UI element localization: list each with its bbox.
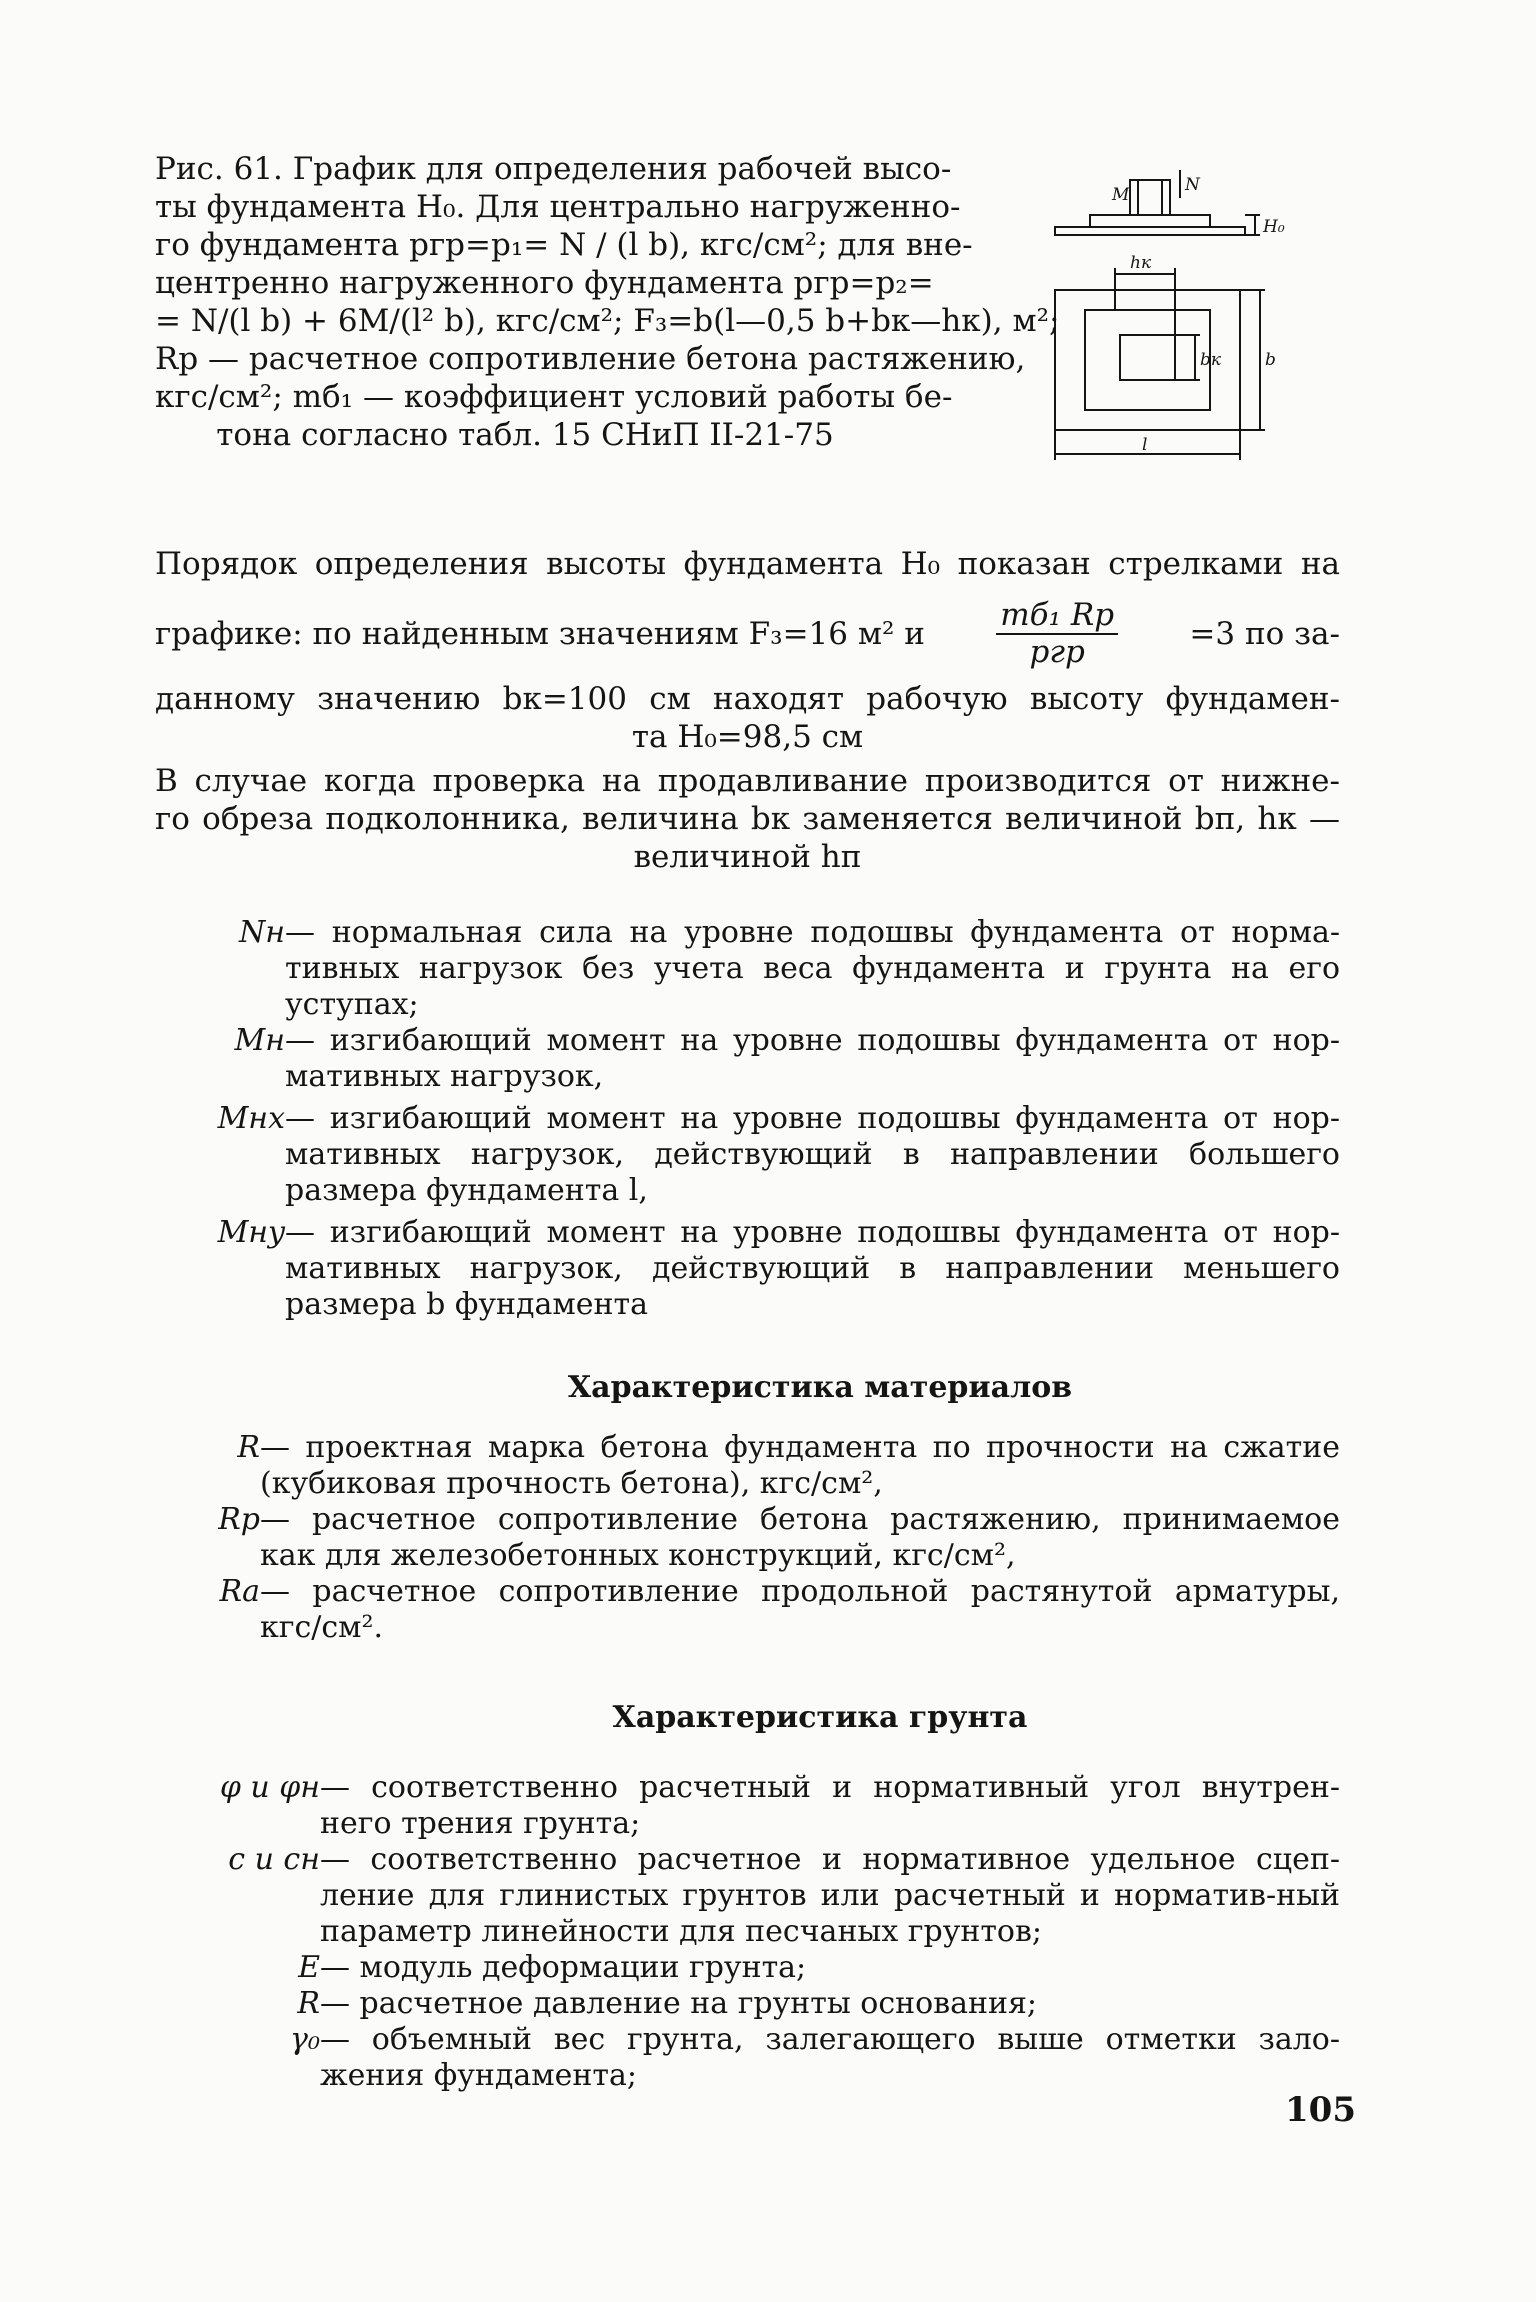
label-bk: bк <box>1200 350 1222 370</box>
definition-row <box>190 1101 1340 1209</box>
definition-row <box>170 1986 1340 2022</box>
definition-row <box>190 1215 1340 1323</box>
heading-soil: Характеристика грунта <box>612 1700 1028 1735</box>
definition-term: c и cн <box>228 1842 320 1877</box>
label-l: l <box>1142 435 1148 455</box>
foundation-sketch <box>1050 170 1285 470</box>
definition-term: Mнx <box>217 1101 285 1136</box>
definition-term: R <box>237 1430 260 1465</box>
caption-line: го фундамента pгр=p₁= N / (l b), кгс/см²; для вне- <box>155 227 973 263</box>
fraction-numerator: mб₁ Rр <box>996 600 1118 635</box>
caption-line: ты фундамента H₀. Для центрально нагруженно- <box>155 189 961 225</box>
label-M: M <box>1112 185 1130 205</box>
caption-line: Rр — расчетное сопротивление бетона растяжению, <box>155 341 1026 377</box>
note-line-3: величиной hп <box>633 839 862 875</box>
definition-row <box>170 2022 1340 2094</box>
definition-row <box>170 1842 1340 1950</box>
definition-text: — соответственно расчетное и нормативное удельное сцеп-ление для глинистых грунтов или расчетный и норматив-ный параметр линейности для песчаных грунтов; <box>320 1842 1340 1949</box>
note-line-2: го обреза подколонника, величина bк заменяется величиной bп, hк — <box>155 801 1340 837</box>
procedure-line-2 <box>155 597 1340 670</box>
caption-line: кгс/см²; mб₁ — коэффициент условий работы бе- <box>155 379 953 415</box>
definition-term: R <box>297 1986 320 2021</box>
definition-row <box>170 1770 1340 1842</box>
pedestal-plan <box>1085 310 1210 410</box>
load-definitions <box>190 915 1340 1323</box>
definition-text: — изгибающий момент на уровне подошвы фундамента от нор-мативных нагрузок, действующий в направлении меньшего размера b фундамента <box>285 1215 1340 1322</box>
definition-row <box>190 1023 1340 1095</box>
procedure-line-4: та H₀=98,5 см <box>631 719 864 755</box>
definition-text: — модуль деформации грунта; <box>320 1950 807 1985</box>
definition-row <box>190 1430 1340 1502</box>
definition-text: — расчетное давление на грунты основания; <box>320 1986 1038 2021</box>
procedure-text-b: =3 по за- <box>1189 616 1340 652</box>
pedestal-elevation <box>1090 215 1210 227</box>
definition-term: Rр <box>218 1502 260 1537</box>
label-b: b <box>1265 350 1276 370</box>
column-plan <box>1120 335 1175 380</box>
definition-term: E <box>298 1950 320 1985</box>
definition-row <box>190 1502 1340 1574</box>
procedure-line-1: Порядок определения высоты фундамента H₀ показан стрелками на <box>155 546 1340 582</box>
soil-definitions <box>170 1770 1340 2094</box>
procedure-text-a: графике: по найденным значениям F₃=16 м² и <box>155 616 925 652</box>
definition-term: Mнy <box>217 1215 285 1250</box>
caption-line: = N/(l b) + 6M/(l² b), кгс/см²; F₃=b(l—0,5 b+bк—hк), м²; <box>155 303 1060 339</box>
definition-row <box>170 1950 1340 1986</box>
caption-line: тона согласно табл. 15 СНиП II-21-75 <box>216 417 834 453</box>
definition-text: — расчетное сопротивление продольной растянутой арматуры, кгс/см². <box>260 1574 1340 1645</box>
definition-term: γ₀ <box>290 2022 320 2057</box>
definition-text: — нормальная сила на уровне подошвы фундамента от норма-тивных нагрузок без учета веса фундамента и грунта на его уступах; <box>285 915 1340 1022</box>
heading-materials: Характеристика материалов <box>567 1370 1073 1405</box>
material-definitions <box>190 1430 1340 1646</box>
definition-term: Nн <box>238 915 285 950</box>
caption-line: Рис. 61. График для определения рабочей высо- <box>155 151 952 187</box>
definition-text: — проектная марка бетона фундамента по прочности на сжатие (кубиковая прочность бетона), кгс/см², <box>260 1430 1340 1501</box>
page-number: 105 <box>1285 2090 1356 2130</box>
definition-term: φ и φн <box>219 1770 320 1805</box>
definition-text: — изгибающий момент на уровне подошвы фундамента от нор-мативных нагрузок, <box>285 1023 1340 1094</box>
label-H0: H₀ <box>1263 217 1285 237</box>
footing-elevation <box>1055 227 1245 235</box>
definition-term: Rа <box>219 1574 260 1609</box>
figure-caption <box>155 150 1060 454</box>
label-N: N <box>1185 175 1200 195</box>
fraction-denominator: pгр <box>1029 634 1085 670</box>
definition-row <box>190 1574 1340 1646</box>
definition-row <box>190 915 1340 1023</box>
definition-term: Mн <box>234 1023 285 1058</box>
ratio-fraction <box>996 597 1118 670</box>
procedure-line-3: данному значению bк=100 см находят рабочую высоту фундамен- <box>155 681 1340 717</box>
note-line-1: В случае когда проверка на продавливание производится от нижне- <box>155 763 1340 799</box>
definition-text: — соответственно расчетный и нормативный угол внутрен-него трения грунта; <box>320 1770 1340 1841</box>
definition-text: — изгибающий момент на уровне подошвы фундамента от нор-мативных нагрузок, действующий в направлении большего размера фундамента l, <box>285 1101 1340 1208</box>
definition-text: — расчетное сопротивление бетона растяжению, принимаемое как для железобетонных конструкций, кгс/см², <box>260 1502 1340 1573</box>
caption-line: центренно нагруженного фундамента pгр=p₂= <box>155 265 934 301</box>
label-hk: hк <box>1130 253 1152 273</box>
definition-text: — объемный вес грунта, залегающего выше отметки зало-жения фундамента; <box>320 2022 1340 2093</box>
column-elevation <box>1130 180 1170 215</box>
